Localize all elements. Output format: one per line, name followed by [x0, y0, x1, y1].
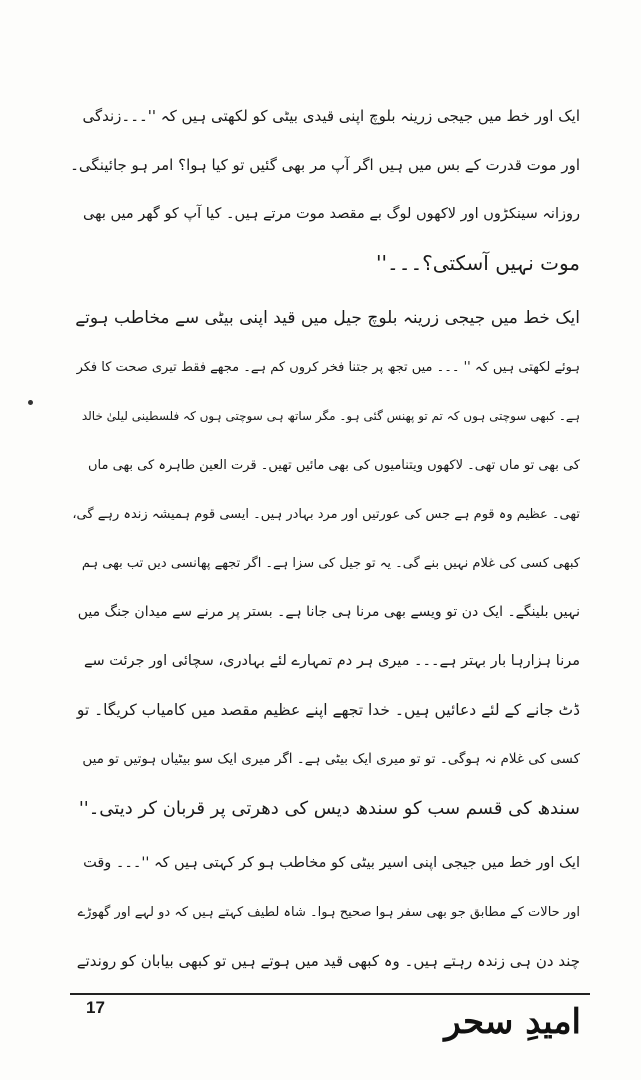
footer-divider: [70, 993, 590, 995]
text-line: ایک خط میں جیجی زرینہ بلوچ جیل میں قید اپنی بیٹی سے مخاطب ہوتے: [75, 308, 580, 328]
text-line: نہیں بلینگے۔ ایک دن تو ویسے بھی مرنا ہی جانا ہے۔ بستر پر مرنے سے میدان جنگ میں: [77, 604, 580, 620]
book-title: امیدِ سحر: [444, 1002, 581, 1042]
text-line: کی بھی تو ماں تھی۔ لاکھوں ویتنامیوں کی بھی مائیں تھیں۔ قرت العین طاہرہ کی بھی ماں: [88, 458, 580, 473]
text-line: اور موت قدرت کے بس میں ہیں اگر آپ مر بھی گئیں تو کیا ہوا؟ امر ہو جائینگی۔: [70, 156, 580, 174]
text-line: ہے۔ کبھی سوچتی ہوں کہ تم تو پھنس گئی ہو۔ مگر ساتھ ہی سوچتی ہوں کہ فلسطینی لیلیٰ خالد: [81, 409, 580, 423]
text-line: مرنا ہزارہا بار بہتر ہے۔۔۔ میری ہر دم تمہارے لئے بہادری، سچائی اور جرئت سے: [84, 653, 580, 669]
margin-dot: [28, 400, 33, 405]
page-number: 17: [86, 998, 105, 1017]
text-line: ایک اور خط میں جیجی زرینہ بلوچ اپنی قیدی بیٹی کو لکھتی ہیں کہ ''۔۔۔زندگی: [82, 107, 580, 125]
text-line: چند دن ہی زندہ رہتے ہیں۔ وہ کبھی قید میں ہوتے ہیں تو کبھی بیابان کو روندتے: [76, 952, 580, 970]
text-line: تھی۔ عظیم وہ قوم ہے جس کی عورتیں اور مرد بہادر ہیں۔ ایسی قوم ہمیشہ زندہ رہے گی،: [72, 507, 580, 522]
text-line: ایک اور خط میں جیجی اپنی اسیر بیٹی کو مخاطب ہو کر کہتی ہیں کہ ''۔۔۔ وقت: [83, 855, 580, 871]
text-line: کبھی کسی کی غلام نہیں بنے گی۔ یہ تو جیل کی سزا ہے۔ اگر تجھے پھانسی دیں تب بھی ہم: [81, 556, 580, 571]
text-line: ڈٹ جانے کے لئے دعائیں ہیں۔ خدا تجھے اپنے عظیم مقصد میں کامیاب کریگا۔ تو: [76, 701, 580, 719]
text-line: سندھ کی قسم سب کو سندھ دیس کی دھرتی پر قربان کر دیتی۔'': [78, 798, 580, 819]
body-text: [70, 92, 580, 986]
text-line: ہوئے لکھتی ہیں کہ '' ۔۔۔ میں تجھ پر جتنا فخر کروں کم ہے۔ مجھے فقط تیری صحت کا فکر: [76, 360, 580, 375]
text-line: اور حالات کے مطابق جو بھی سفر ہوا صحیح ہوا۔ شاہ لطیف کہتے ہیں کہ دو لہے اور گھوڑے: [77, 905, 580, 920]
text-line: موت نہیں آسکتی؟۔۔۔'': [376, 251, 580, 275]
text-line: روزانہ سینکڑوں اور لاکھوں لوگ بے مقصد موت مرتے ہیں۔ کیا آپ کو گھر میں بھی: [83, 206, 580, 222]
text-line: کسی کی غلام نہ ہوگی۔ تو تو میری ایک بیٹی ہے۔ اگر میری ایک سو بیٹیاں ہوتیں تو میں: [82, 751, 580, 767]
